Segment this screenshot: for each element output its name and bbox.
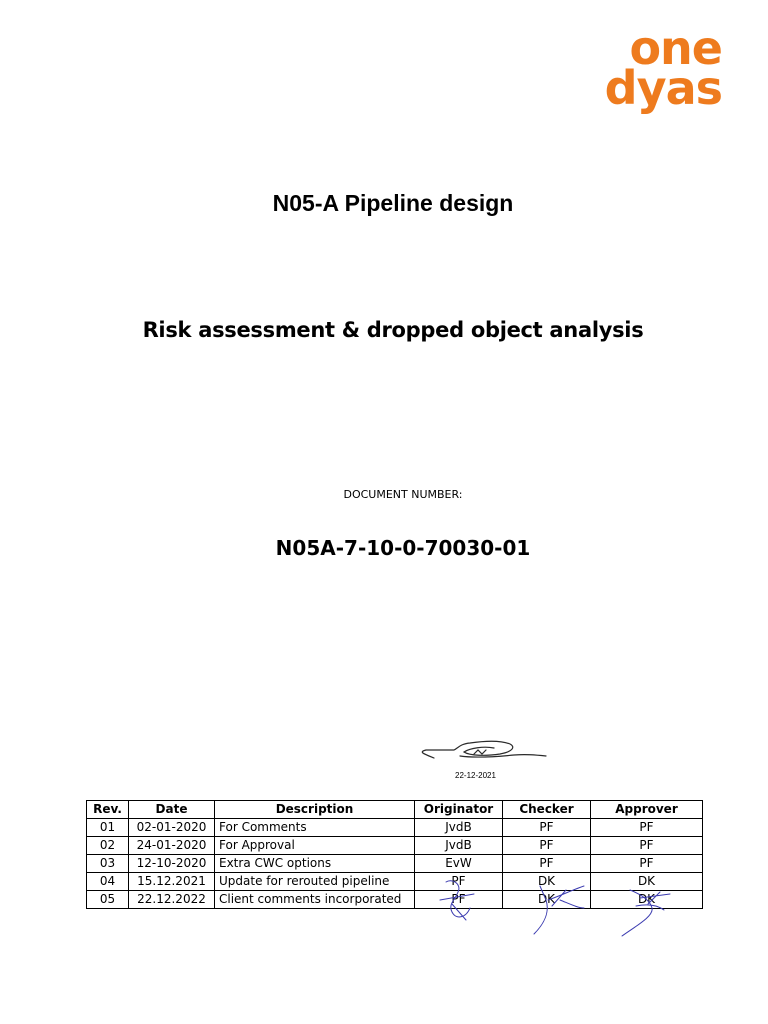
cell-originator: PF [415, 891, 503, 909]
cell-date: 15.12.2021 [129, 873, 215, 891]
cell-checker: DK [503, 873, 591, 891]
document-title: N05-A Pipeline design [272, 190, 514, 216]
cell-approver: PF [591, 855, 703, 873]
cell-approver: PF [591, 819, 703, 837]
cell-originator: EvW [415, 855, 503, 873]
handwritten-signature [414, 736, 554, 774]
cell-checker: PF [503, 855, 591, 873]
cell-approver: DK [591, 873, 703, 891]
document-number: N05A-7-10-0-70030-01 [275, 536, 531, 560]
revision-table-header [87, 801, 703, 819]
cell-rev: 01 [87, 819, 129, 837]
cell-description: Client comments incorporated [215, 891, 415, 909]
cell-description: Update for rerouted pipeline [215, 873, 415, 891]
cell-rev: 04 [87, 873, 129, 891]
logo-line-1: one [629, 21, 722, 75]
header-originator: Originator [415, 801, 503, 819]
cell-date: 12-10-2020 [129, 855, 215, 873]
header-date: Date [129, 801, 215, 819]
company-logo [590, 21, 722, 115]
cell-originator: JvdB [415, 819, 503, 837]
header-description: Description [215, 801, 415, 819]
table-row [87, 891, 703, 909]
cell-approver: DK [591, 891, 703, 909]
cell-approver: PF [591, 837, 703, 855]
cell-checker: DK [503, 891, 591, 909]
cell-rev: 02 [87, 837, 129, 855]
cell-originator: PF [415, 873, 503, 891]
cell-rev: 05 [87, 891, 129, 909]
header-rev: Rev. [87, 801, 129, 819]
cell-rev: 03 [87, 855, 129, 873]
revision-table [86, 800, 703, 909]
logo-line-2: dyas [604, 61, 722, 115]
cell-description: For Approval [215, 837, 415, 855]
table-row [87, 819, 703, 837]
signature-date: 22-12-2021 [455, 771, 496, 780]
header-approver: Approver [591, 801, 703, 819]
cell-checker: PF [503, 837, 591, 855]
document-subtitle: Risk assessment & dropped object analysis [142, 318, 644, 342]
table-row [87, 855, 703, 873]
table-row [87, 873, 703, 891]
cell-description: Extra CWC options [215, 855, 415, 873]
cell-checker: PF [503, 819, 591, 837]
cell-date: 22.12.2022 [129, 891, 215, 909]
cell-originator: JvdB [415, 837, 503, 855]
header-checker: Checker [503, 801, 591, 819]
cell-date: 02-01-2020 [129, 819, 215, 837]
document-number-label: DOCUMENT NUMBER: [343, 488, 463, 501]
table-row [87, 837, 703, 855]
cell-date: 24-01-2020 [129, 837, 215, 855]
cell-description: For Comments [215, 819, 415, 837]
